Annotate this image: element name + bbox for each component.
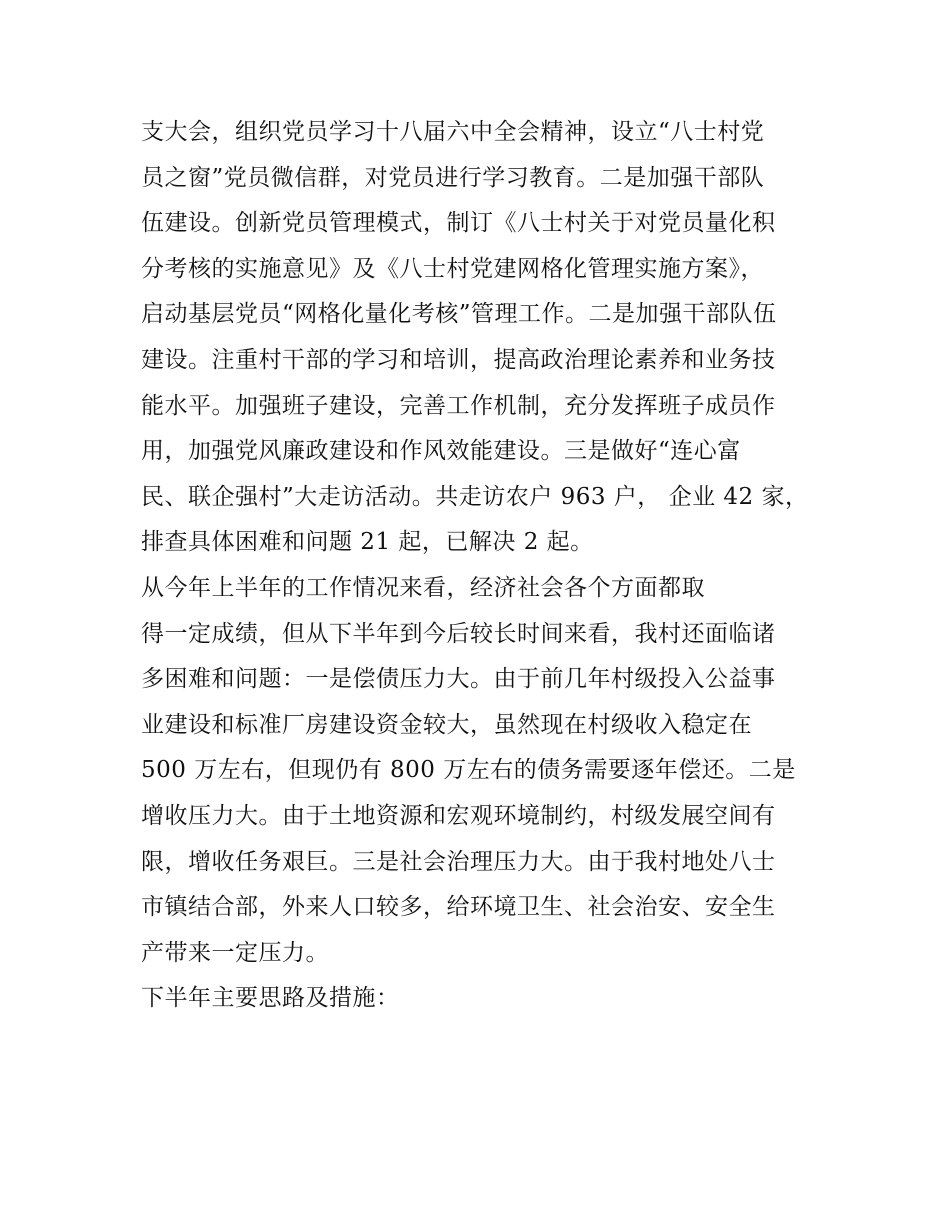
text-line: 启动基层党员“网格化量化考核”管理工作。二是加强干部队伍 (141, 301, 777, 328)
text-line: 排查具体困难和问题 21 起，已解决 2 起。 (141, 529, 594, 556)
text-line: 产带来一定压力。 (141, 939, 329, 966)
document-body (141, 110, 841, 1022)
text-line: 员之窗”党员微信群，对党员进行学习教育。二是加强干部队 (141, 164, 765, 191)
section-heading: 下半年主要思路及措施： (141, 985, 400, 1012)
text-line: 伍建设。创新党员管理模式，制订《八士村关于对党员量化积 (141, 210, 776, 237)
text-line: 用，加强党风廉政建设和作风效能建设。三是做好“连心富 (141, 438, 741, 465)
text-line: 民、联企强村”大走访活动。共走访农户 963 户， 企业 42 家， (141, 483, 809, 510)
text-line: 限，增收任务艰巨。三是社会治理压力大。由于我村地处八士 (141, 848, 776, 875)
text-line: 建设。注重村干部的学习和培训，提高政治理论素养和业务技 (141, 346, 776, 373)
text-line: 支大会，组织党员学习十八届六中全会精神，设立“八士村党 (141, 119, 765, 145)
text-line: 增收压力大。由于土地资源和宏观环境制约，村级发展空间有 (141, 802, 776, 829)
text-line: 500 万左右，但现仍有 800 万左右的债务需要逐年偿还。二是 (141, 757, 796, 784)
text-line: 业建设和标准厂房建设资金较大，虽然现在村级收入稳定在 (141, 711, 752, 738)
text-line: 得一定成绩，但从下半年到今后较长时间来看，我村还面临诸 (141, 620, 776, 647)
text-line: 多困难和问题：一是偿债压力大。由于前几年村级投入公益事 (141, 666, 776, 693)
text-line: 市镇结合部，外来人口较多，给环境卫生、社会治安、安全生 (141, 894, 776, 921)
text-line: 能水平。加强班子建设，完善工作机制，充分发挥班子成员作 (141, 392, 776, 419)
text-line: 分考核的实施意见》及《八士村党建网格化管理实施方案》， (141, 255, 764, 282)
paragraph-start-line: 从今年上半年的工作情况来看，经济社会各个方面都取 (141, 574, 705, 601)
